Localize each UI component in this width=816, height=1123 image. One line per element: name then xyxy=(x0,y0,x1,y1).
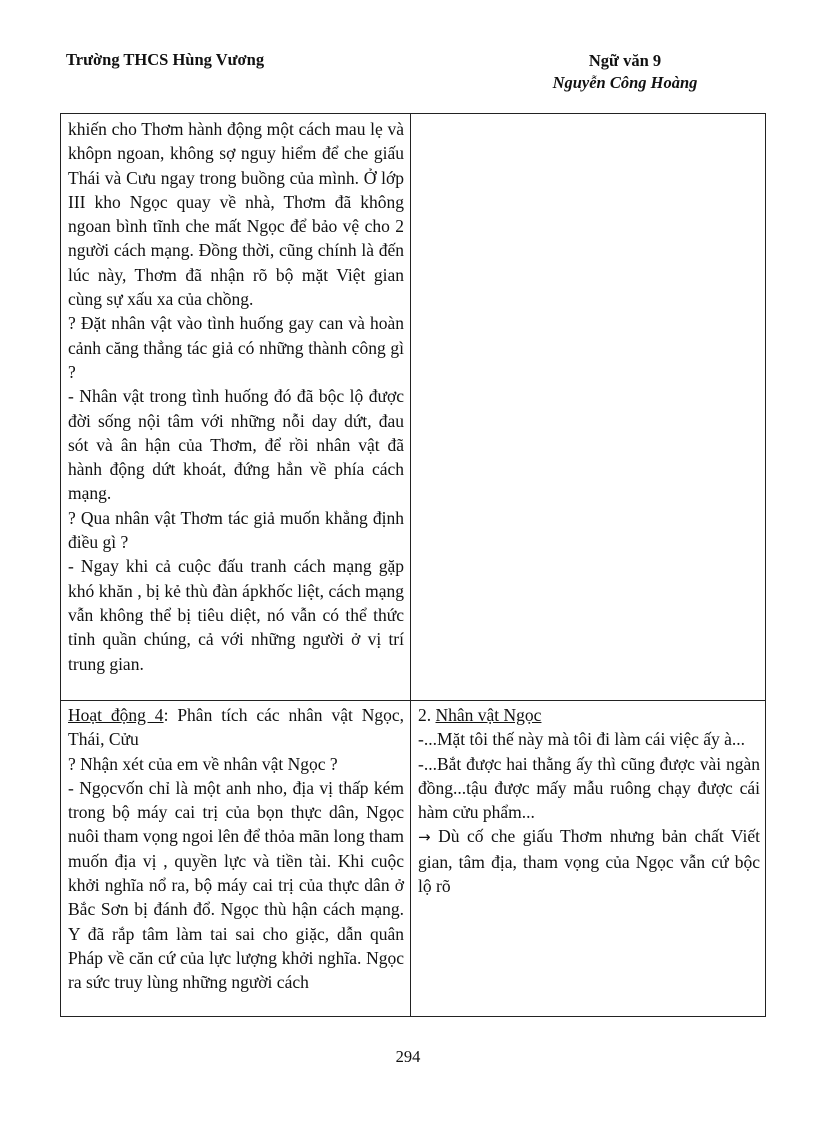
quote-one: -...Mặt tôi thế này mà tôi đi làm cái việc ấy à... xyxy=(418,729,746,750)
question-situation: ? Đặt nhân vật vào tình huống gay can và hoàn cảnh căng thẳng tác giả có những thành công gì ? xyxy=(68,313,404,382)
right-bottom-cell xyxy=(418,703,760,898)
column-divider xyxy=(410,114,411,1016)
left-top-cell xyxy=(68,117,404,676)
activity-label: Hoạt động 4 xyxy=(68,705,164,725)
conclusion xyxy=(418,824,760,898)
question-ngoc: ? Nhận xét của em về nhân vật Ngọc ? xyxy=(68,753,338,774)
paragraph-thom-action: khiến cho Thơm hành động một cách mau lẹ và khôpn ngoan, không sợ nguy hiểm để che giấu Thái và Cưu ngay trong buồng của mình. Ở lớp III kho Ngọc quay về nhà, Thơm đã không ngoan bình tĩnh che mất Ngọc để bảo vệ cho 2 người cách mạng. Đồng thời, cũng chính là đến lúc này, Thơm đã nhận rõ bộ mặt Việt gian cùng sự xấu xa của chồng. xyxy=(68,119,404,310)
question-author-intent: ? Qua nhân vật Thơm tác giả muốn khẳng định điều gì ? xyxy=(68,507,404,553)
author-name: Nguyễn Công Hoàng xyxy=(552,73,698,92)
section-heading xyxy=(418,703,760,727)
header-right xyxy=(500,50,750,94)
answer-situation: - Nhân vật trong tình huống đó đã bộc lộ được đời sống nội tâm với những nỗi day dứt, đau sót và ân hận của Thơm, để rồi nhân vật đã hành động dứt khoát, đứng hẳn về phía cách mạng. xyxy=(68,386,404,504)
activity-heading xyxy=(68,703,404,752)
right-arrow-icon: → xyxy=(418,828,431,847)
answer-author-intent: - Ngay khi cả cuộc đấu tranh cách mạng gặp khó khăn , bị kẻ thù đàn ápkhốc liệt, cách mạng vẫn không thể bị tiêu diệt, nó vẫn có thể thức tỉnh quần chúng, cả với những người ở vị trí trung gian. xyxy=(68,556,404,674)
page-number: 294 xyxy=(395,1047,421,1066)
quote-two: -...Bắt được hai thằng ấy thì cũng được vài ngàn đồng...tậu được mấy mẫu ruông chạy được cái hàm cửu phẩm... xyxy=(418,753,760,823)
conclusion-text: Dù cố che giấu Thơm nhưng bản chất Viết gian, tâm địa, tham vọng của Ngọc vẫn cứ bộc lộ rõ xyxy=(418,826,760,897)
activity-description: : Phân tích các nhân vật Ngọc, Thái, Cửu xyxy=(68,705,404,750)
section-title: Nhân vật Ngọc xyxy=(435,705,542,725)
left-bottom-cell xyxy=(68,703,404,995)
subject-title: Ngữ văn 9 xyxy=(588,51,662,70)
row-divider xyxy=(61,700,765,701)
school-name: Trường THCS Hùng Vương xyxy=(66,50,265,69)
section-number: 2. xyxy=(418,705,436,725)
answer-ngoc: - Ngọcvốn chỉ là một anh nho, địa vị thấp kém trong bộ máy cai trị của bọn thực dân, Ngọc nuôi tham vọng ngoi lên để thỏa mãn long tham muốn địa vị , quyền lực và tiền tài. Khi cuộc khởi nghĩa nổ ra, bộ máy cai trị của thực dân ở Bắc Sơn bị đánh đổ. Ngọc thù hận cách mạng. Y đã rắp tâm làm tai sai cho giặc, dẫn quân Pháp về căn cứ của lực lượng khởi nghĩa. Ngọc ra sức truy lùng những người cách xyxy=(68,777,404,993)
lesson-table xyxy=(60,113,766,1017)
